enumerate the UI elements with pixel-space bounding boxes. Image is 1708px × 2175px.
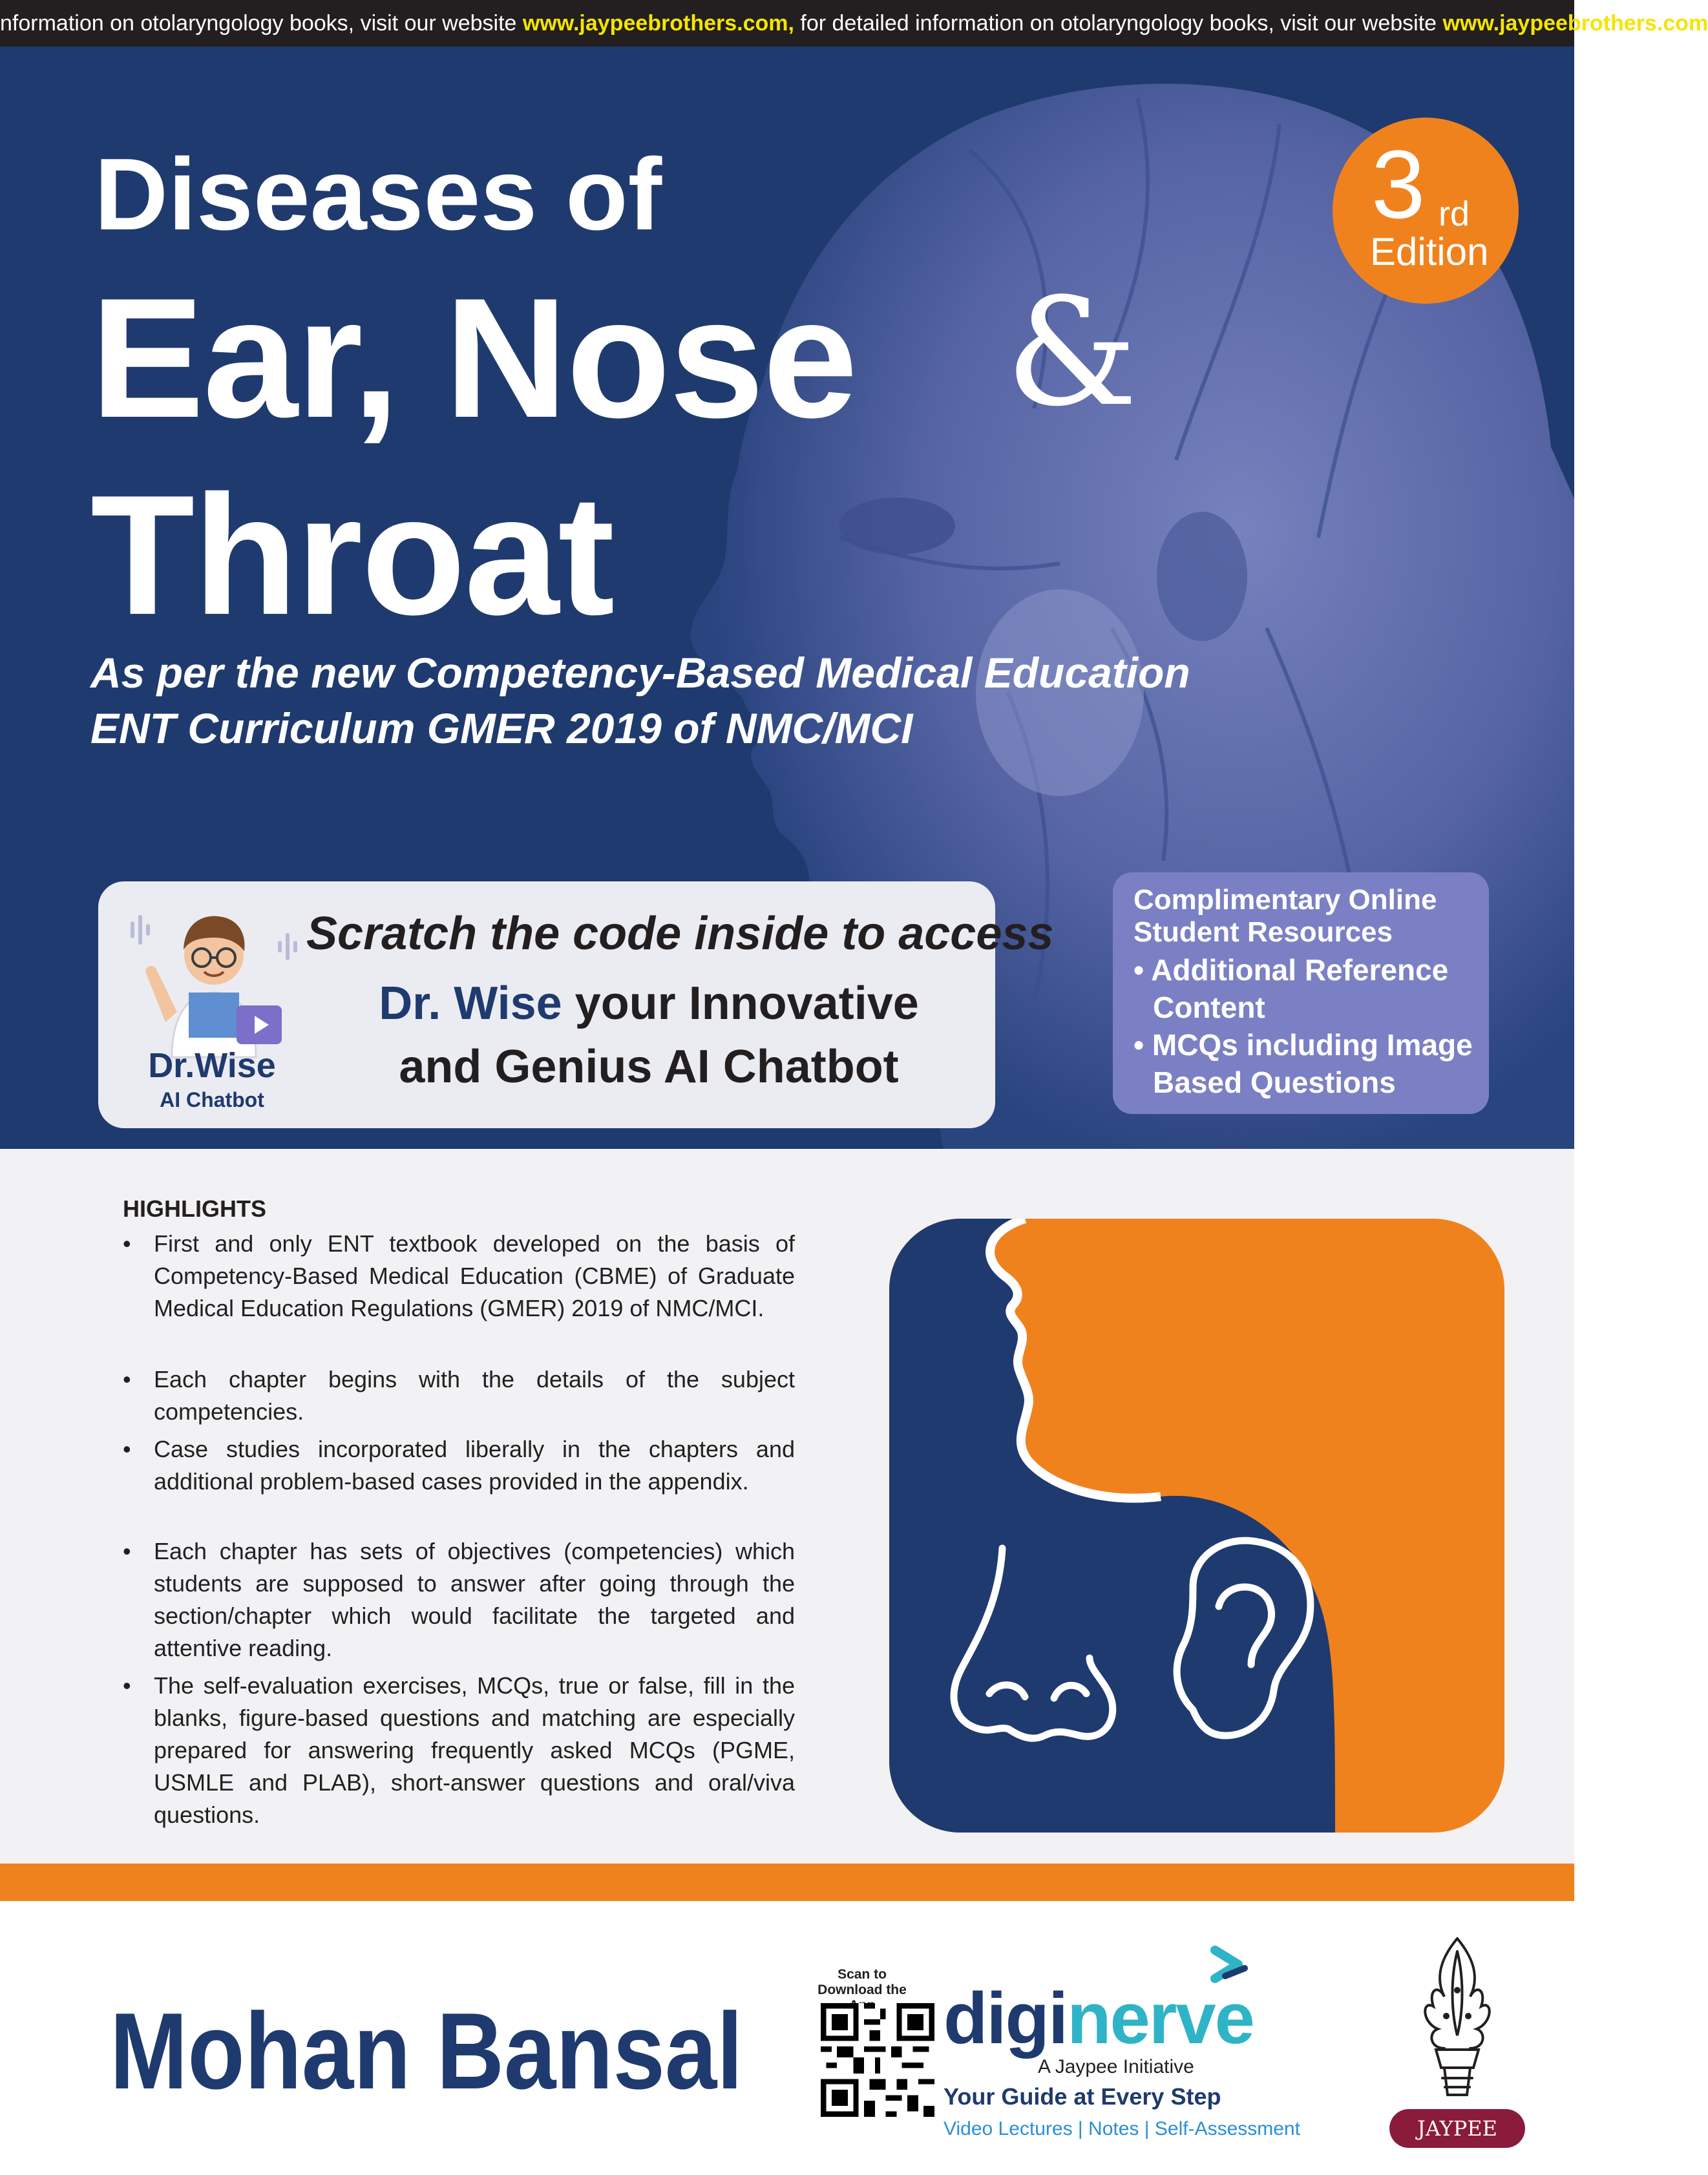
ent-logo-icon [889,1219,1504,1833]
edition-number: 3 [1371,130,1426,238]
jaypee-publisher-label: JAYPEE [1389,2109,1525,2148]
orange-divider [0,1864,1574,1901]
cover-hero [0,47,1574,1149]
edition-word: Edition [1370,230,1489,273]
ticker-text-2: for detailed information on otolaryngology books, visit our website [794,11,1443,36]
bot-subtitle: AI Chatbot [160,1088,264,1111]
bot-name: Dr.Wise [148,1046,276,1085]
highlight-item: • Each chapter has sets of objectives (competencies) which students are supposed to answer after going through the section/chapter which would facilitate the targeted and attentive reading. [123,1535,795,1665]
genius-line: and Genius AI Chatbot [399,1041,899,1093]
doctor-avatar-icon [127,896,301,1057]
website-ticker [0,0,1708,47]
highlight-text: Case studies incorporated liberally in the chapters and additional problem-based cases provided in the appendix. [154,1436,795,1495]
highlight-text: The self-evaluation exercises, MCQs, true or false, fill in the blanks, figure-based questions and matching are especially prepared for answering frequently asked MCQs (PGME, USMLE and PLAB), short-answer questions and oral/viva questions. [154,1672,795,1828]
scan-label: Scan to Download the [817,1967,907,1997]
ticker-url-1[interactable]: www.jaypeebrothers.com, [522,11,794,36]
subtitle-line-2: ENT Curriculum GMER 2019 of NMC/MCI [90,704,913,752]
online-resources-card [1113,872,1489,1114]
diginerve-arrow-icon [1210,1945,1251,1990]
diginerve-guide: Your Guide at Every Step [944,2083,1221,2110]
title-ampersand: & [1006,267,1138,439]
ticker-text-1: nformation on otolaryngology books, visit our website [0,11,523,36]
resource-item-2a: • MCQs including Image [1133,1028,1473,1062]
title-line-3: Throat [90,459,614,650]
diginerve-tagline: A Jaypee Initiative [1038,2056,1194,2077]
resource-item-1b: Content [1153,991,1265,1024]
edition-badge [1333,118,1519,304]
edition-suffix: rd [1439,194,1470,233]
title-line-1: Diseases of [94,138,662,251]
qr-code-icon[interactable] [821,2003,934,2117]
drwise-highlight: Dr. Wise [379,978,562,1029]
subtitle-line-1: As per the new Competency-Based Medical Education [90,649,1190,697]
diginerve-logo-part1: digi [944,1978,1068,2059]
resources-title-2: Student Resources [1133,916,1393,948]
ticker-url-2[interactable]: www.jaypeebrothers.com [1442,11,1708,36]
highlight-item: • First and only ENT textbook developed on the basis of Competency-Based Medical Education (CBME) of Graduate Medical Education Regulations (GMER) 2019 of NMC/MCI. [123,1228,795,1325]
highlight-text: First and only ENT textbook developed on the basis of Competency-Based Medical Education (CBME) of Graduate Medical Education Regulations (GMER) 2019 of NMC/MCI. [154,1230,795,1321]
chatbot-card [98,881,1054,1128]
resources-title-1: Complimentary Online [1133,884,1437,916]
drwise-rest: your Innovative [562,978,919,1029]
author-name: Mohan Bansal [110,1990,743,2112]
diginerve-logo-part2: nerve [1067,1978,1254,2059]
highlight-item: • The self-evaluation exercises, MCQs, true or false, fill in the blanks, figure-based questions and matching are especially prepared for answering frequently asked MCQs (PGME, USMLE and PLAB), short-answer questions and oral/viva questions. [123,1670,795,1831]
highlight-text: Each chapter begins with the details of the subject competencies. [154,1366,795,1425]
highlight-item: • Case studies incorporated liberally in the chapters and additional problem-based cases provided in the appendix. [123,1433,795,1498]
highlight-text: Each chapter has sets of objectives (competencies) which students are supposed to answer after going through the section/chapter which would facilitate the targeted and attentive reading. [154,1538,795,1661]
diginerve-features: Video Lectures | Notes | Self-Assessment [944,2118,1300,2139]
resource-item-1a: • Additional Reference [1133,953,1449,987]
highlight-item: • Each chapter begins with the details of the subject competencies. [123,1363,795,1428]
highlights-title: HIGHLIGHTS [123,1195,266,1222]
resource-item-2b: Based Questions [1153,1066,1396,1099]
scratch-instruction: Scratch the code inside to access [306,908,1054,960]
title-line-2: Ear, Nose [90,262,857,453]
diginerve-logo [944,1978,1254,2059]
drwise-line [306,977,991,1030]
